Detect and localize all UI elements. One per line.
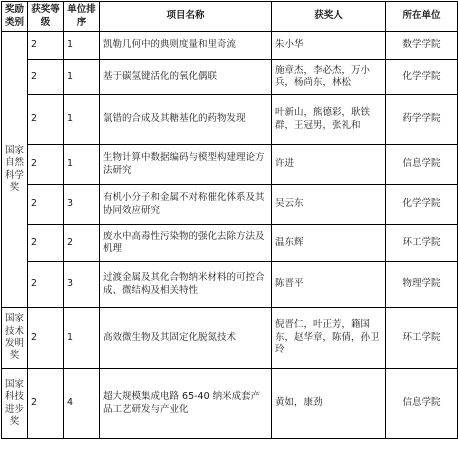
level-cell: 2 <box>28 95 64 145</box>
header-row <box>2 2 458 32</box>
winners-cell: 朱小华 <box>272 32 386 60</box>
awards-table <box>1 1 458 439</box>
header-winners: 获奖人 <box>272 2 386 32</box>
order-cell: 2 <box>64 225 100 262</box>
dept-cell: 数学学院 <box>386 32 458 60</box>
dept-cell: 化学学院 <box>386 185 458 225</box>
project-cell: 废水中高毒性污染物的强化去除方法及机理 <box>100 225 272 262</box>
level-cell: 2 <box>28 32 64 60</box>
order-cell: 1 <box>64 95 100 145</box>
winners-cell: 黄如，康劲 <box>272 369 386 439</box>
level-cell: 2 <box>28 60 64 95</box>
winners-cell: 许进 <box>272 145 386 185</box>
order-cell: 1 <box>64 60 100 95</box>
level-cell: 2 <box>28 185 64 225</box>
winners-cell: 温东辉 <box>272 225 386 262</box>
table-row <box>2 225 458 262</box>
level-cell: 2 <box>28 262 64 308</box>
order-cell: 4 <box>64 369 100 439</box>
table-row <box>2 60 458 95</box>
project-cell: 生物计算中数据编码与模型构建理论方法研究 <box>100 145 272 185</box>
table-row <box>2 95 458 145</box>
header-level: 获奖等级 <box>28 2 64 32</box>
project-cell: 高效微生物及其固定化脱氮技术 <box>100 308 272 369</box>
dept-cell: 药学学院 <box>386 95 458 145</box>
table-row <box>2 185 458 225</box>
table-row <box>2 262 458 308</box>
header-order: 单位排序 <box>64 2 100 32</box>
table-row <box>2 308 458 369</box>
category-cell: 国家技术发明奖 <box>2 308 28 369</box>
category-cell: 国家自然科学奖 <box>2 32 28 308</box>
level-cell: 2 <box>28 225 64 262</box>
level-cell: 2 <box>28 308 64 369</box>
project-cell: 基于碳氢键活化的氧化偶联 <box>100 60 272 95</box>
dept-cell: 环工学院 <box>386 308 458 369</box>
order-cell: 3 <box>64 262 100 308</box>
order-cell: 3 <box>64 185 100 225</box>
project-cell: 氯错的合成及其糖基化的药物发现 <box>100 95 272 145</box>
dept-cell: 信息学院 <box>386 145 458 185</box>
header-dept: 所在单位 <box>386 2 458 32</box>
project-cell: 过渡金属及其化合物纳米材料的可控合成、微结构及相关特性 <box>100 262 272 308</box>
order-cell: 1 <box>64 32 100 60</box>
table-row <box>2 369 458 439</box>
header-category: 奖励类别 <box>2 2 28 32</box>
level-cell: 2 <box>28 145 64 185</box>
table-row <box>2 32 458 60</box>
dept-cell: 环工学院 <box>386 225 458 262</box>
order-cell: 1 <box>64 308 100 369</box>
winners-cell: 吴云东 <box>272 185 386 225</box>
project-cell: 超大规模集成电路 65-40 纳米成套产品工艺研发与产业化 <box>100 369 272 439</box>
dept-cell: 信息学院 <box>386 369 458 439</box>
header-project: 项目名称 <box>100 2 272 32</box>
winners-cell: 倪晋仁，叶正芳，籍国东，赵华章，陈倩，孙卫玲 <box>272 308 386 369</box>
order-cell: 1 <box>64 145 100 185</box>
dept-cell: 化学学院 <box>386 60 458 95</box>
winners-cell: 叶新山，熊德彩，耿铁群，王冠男，张礼和 <box>272 95 386 145</box>
winners-cell: 陈晋平 <box>272 262 386 308</box>
winners-cell: 施章杰，李必杰，万小兵，杨尚东，林松 <box>272 60 386 95</box>
project-cell: 有机小分子和金属不对称催化体系及其协同效应研究 <box>100 185 272 225</box>
dept-cell: 物理学院 <box>386 262 458 308</box>
category-cell: 国家科技进步奖 <box>2 369 28 439</box>
table-row <box>2 145 458 185</box>
project-cell: 凯勒几何中的典则度量和里奇流 <box>100 32 272 60</box>
level-cell: 2 <box>28 369 64 439</box>
